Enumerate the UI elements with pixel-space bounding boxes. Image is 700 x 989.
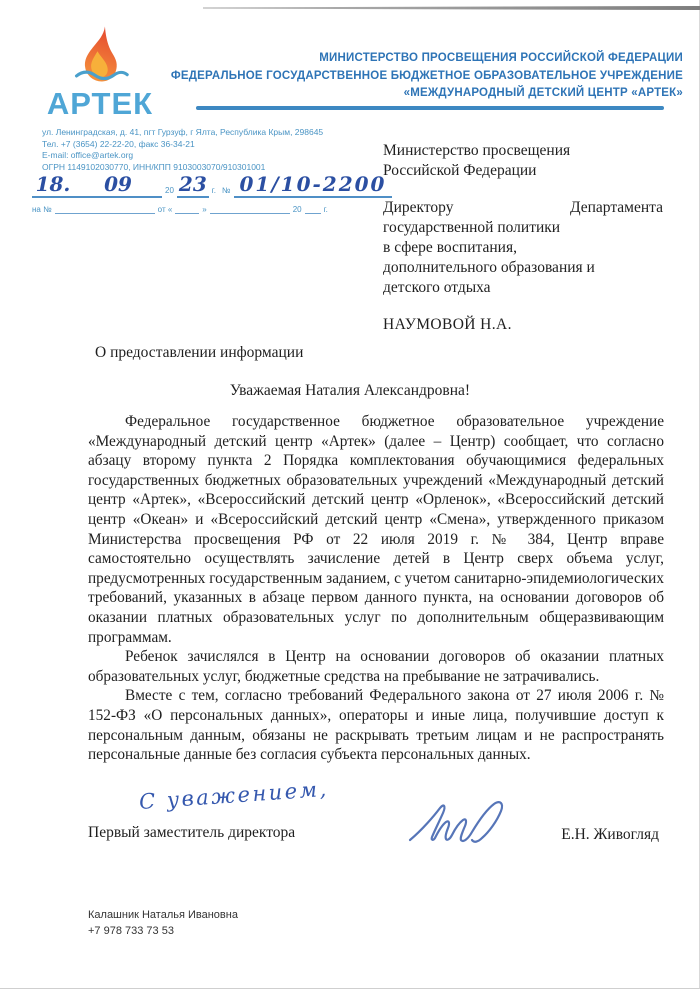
handwritten-signature <box>404 794 524 851</box>
header-divider <box>196 106 664 110</box>
letter-subject: О предоставлении информации <box>95 344 304 361</box>
executor-phone: +7 978 733 73 53 <box>88 925 174 937</box>
addressee-role-line: государственной политики <box>383 219 561 236</box>
ministry-line: МИНИСТЕРСТВО ПРОСВЕЩЕНИЯ РОССИЙСКОЙ ФЕДЕРАЦИИ <box>319 52 683 64</box>
handwritten-day: 18. <box>32 172 74 198</box>
ministry-header <box>163 50 683 103</box>
body-paragraph: Федеральное государственное бюджетное образовательное учреждение «Международный детский центр «Артек» (далее – Центр) сообщает, что согласно абзацу второму пункта 2 Порядка комплектования обучающимися федеральных государственных бюджетных образовательных учреждений «Международный детский центр «Артек», «Всероссийский детский центр «Орленок», «Всероссийский детский центр «Океан» и «Всероссийский детский центр «Смена», утвержденного приказом Министерства просвещения РФ от 22 июля 2019 г. № 384, Центр вправе самостоятельно осуществлять зачисление детей в Центр сверх объема услуг, предусмотренных государственным заданием, с учетом санитарно-эпидемиологических требований, указанных в абзаце первом данного пункта, на основании договоров об оказании платных образовательных услуг по дополнительным общеразвивающим программам. <box>88 413 665 646</box>
addressee-role-line: в сфере воспитания, <box>383 239 517 256</box>
reference-row <box>32 203 328 214</box>
handwritten-closing: С уважением, <box>138 776 330 814</box>
ref-quote-close: » <box>202 205 207 214</box>
ministry-line: ФЕДЕРАЛЬНОЕ ГОСУДАРСТВЕННОЕ БЮДЖЕТНОЕ ОБРАЗОВАТЕЛЬНОЕ УЧРЕЖДЕНИЕ <box>170 69 683 82</box>
sender-address: ул. Ленинградская, д. 41, пгт Гурзуф, г Ялта, Республика Крым, 298645 <box>42 127 324 137</box>
blank-line <box>305 203 321 214</box>
blank-line <box>175 203 199 214</box>
sender-email: E-mail: office@artek.org <box>42 150 134 160</box>
addressee-name: НАУМОВОЙ Н.А. <box>383 316 512 333</box>
date-number-row <box>32 172 392 198</box>
addressee-role-line: детского отдыха <box>383 279 491 296</box>
ref-year: 20 <box>292 205 302 214</box>
number-sign: № <box>221 186 231 195</box>
flame-wave-icon <box>30 24 170 92</box>
executor-block <box>88 907 238 939</box>
blank-line <box>55 203 155 214</box>
blank-line <box>210 203 290 214</box>
executor-name: Калашник Наталья Ивановна <box>88 909 238 921</box>
printed-year-prefix: 20 <box>165 186 174 195</box>
body-paragraph: Ребенок зачислялся в Центр на основании договоров об оказании платных образовательных услуг, бюджетные средства на пребывание не затрачивались. <box>88 648 664 685</box>
scan-artifact-line <box>203 6 700 10</box>
sender-contacts <box>42 127 323 173</box>
sender-ogrn: ОГРН 1149102030770, ИНН/КПП 9103003070/910301001 <box>42 161 266 172</box>
letter-body <box>88 412 664 765</box>
handwritten-outgoing-number: 01/10-2200 <box>234 172 393 198</box>
addressee-org-line: Министерство просвещения <box>383 142 571 159</box>
salutation: Уважаемая Наталия Александровна! <box>229 382 471 399</box>
sender-phone: Тел. +7 (3654) 22-22-20, факс 36-34-21 <box>42 138 195 149</box>
artek-logo <box>30 24 170 122</box>
logo-wordmark: АРТЕК <box>46 86 154 121</box>
ref-from-label: от « <box>157 205 173 214</box>
ref-label: на № <box>32 205 52 214</box>
printed-year-suffix: г. <box>211 186 216 195</box>
signer-name: Е.Н. Живогляд <box>561 826 659 843</box>
addressee-role-line: дополнительного образования и <box>383 259 595 276</box>
handwritten-month: 09 <box>74 172 162 198</box>
ref-year-suffix: г. <box>323 205 328 214</box>
ministry-line: «МЕЖДУНАРОДНЫЙ ДЕТСКИЙ ЦЕНТР «АРТЕК» <box>403 87 683 99</box>
signer-position: Первый заместитель директора <box>88 824 296 841</box>
handwritten-year: 23 <box>178 172 207 196</box>
addressee-org-line: Российской Федерации <box>383 162 537 179</box>
body-paragraph: Вместе с тем, согласно требований Федерального закона от 27 июля 2006 г. № 152-ФЗ «О персональных данных», операторы и иные лица, получившие доступ к персональным данным, обязаны не раскрывать третьим лицам и не распространять персональные данные без согласия субъекта персональных данных. <box>88 687 664 764</box>
spacer <box>383 181 663 198</box>
addressee-role-line: Директору Департамента <box>383 199 663 216</box>
addressee-block <box>383 141 663 335</box>
